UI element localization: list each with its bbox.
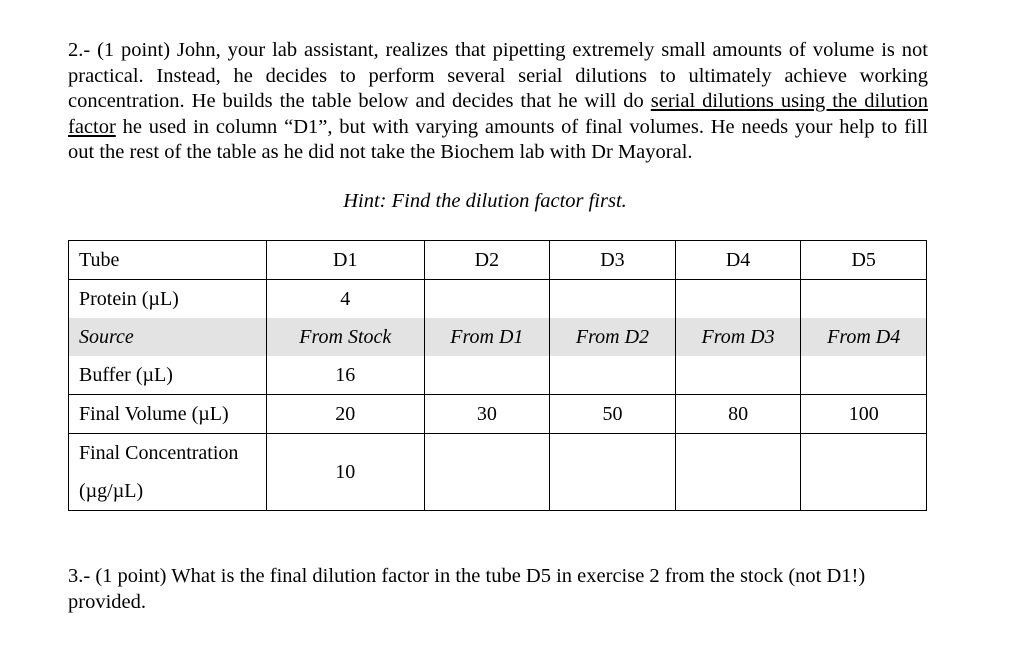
header-d3: D3 — [550, 241, 676, 280]
cell-protein-d1: 4 — [267, 280, 425, 319]
cell-final-volume-d4: 80 — [675, 395, 801, 434]
table-header-row — [69, 241, 927, 280]
cell-protein-d5 — [801, 280, 927, 319]
cell-final-concentration-d1: 10 — [267, 434, 425, 511]
cell-source-d1: From Stock — [267, 318, 425, 356]
cell-final-concentration-d4 — [675, 434, 801, 511]
table-row-protein — [69, 280, 927, 319]
cell-source-d2: From D1 — [424, 318, 550, 356]
table-row-buffer — [69, 356, 927, 395]
cell-final-volume-d5: 100 — [801, 395, 927, 434]
cell-final-volume-d2: 30 — [424, 395, 550, 434]
question-2-part1: 2.- (1 point) John, your lab assistant, realizes that pipetting extremely small amounts of volume is not practical. Instead, he decides to perform several serial dilutions to ultimately achieve working concentration. He builds the table below and decides that he will do — [68, 39, 928, 112]
cell-final-volume-d1: 20 — [267, 395, 425, 434]
row-label-buffer: Buffer (µL) — [69, 356, 267, 395]
table-row-source — [69, 318, 927, 356]
hint — [0, 190, 1024, 213]
row-label-final-volume: Final Volume (µL) — [69, 395, 267, 434]
cell-protein-d3 — [550, 280, 676, 319]
cell-protein-d4 — [675, 280, 801, 319]
question-2-part2: he used in column “D1”, but with varying amounts of final volumes. He needs your help to fill out the rest of the table as he did not take the Biochem lab with Dr Mayoral. — [68, 115, 928, 163]
cell-source-d4: From D3 — [675, 318, 801, 356]
row-label-final-concentration — [69, 434, 267, 511]
row-label-final-concentration-line1: Final Concentration — [79, 442, 239, 464]
dilution-table — [68, 240, 927, 511]
header-d5: D5 — [801, 241, 927, 280]
cell-buffer-d1: 16 — [267, 356, 425, 395]
cell-source-d3: From D2 — [550, 318, 676, 356]
cell-final-concentration-d3 — [550, 434, 676, 511]
cell-protein-d2 — [424, 280, 550, 319]
question-2 — [68, 38, 928, 166]
table-row-final-volume — [69, 395, 927, 434]
cell-buffer-d2 — [424, 356, 550, 395]
cell-buffer-d4 — [675, 356, 801, 395]
header-d1: D1 — [267, 241, 425, 280]
cell-final-volume-d3: 50 — [550, 395, 676, 434]
question-3: 3.- (1 point) What is the final dilution factor in the tube D5 in exercise 2 from the stock (not D1!) provided. — [68, 565, 866, 613]
question-2-underlined: serial dilutions using the dilution factor — [68, 90, 928, 138]
row-label-final-concentration-line2: (µg/µL) — [79, 480, 144, 502]
cell-final-concentration-d2 — [424, 434, 550, 511]
header-d4: D4 — [675, 241, 801, 280]
row-label-protein: Protein (µL) — [69, 280, 267, 319]
cell-buffer-d5 — [801, 356, 927, 395]
row-label-source: Source — [69, 318, 267, 356]
table-row-final-concentration — [69, 434, 927, 511]
hint-text: Hint: Find the dilution factor first. — [343, 190, 627, 212]
cell-final-concentration-d5 — [801, 434, 927, 511]
cell-buffer-d3 — [550, 356, 676, 395]
header-d2: D2 — [424, 241, 550, 280]
header-tube: Tube — [69, 241, 267, 280]
cell-source-d5: From D4 — [801, 318, 927, 356]
